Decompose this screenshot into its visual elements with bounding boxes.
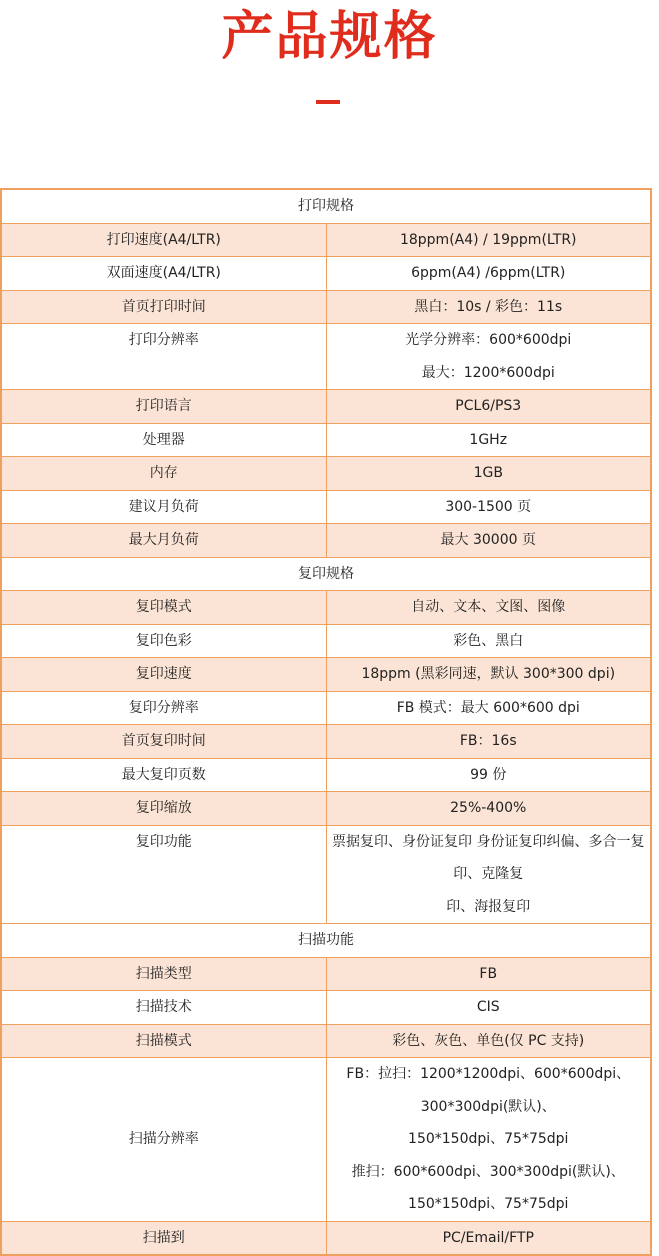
spec-label: 打印速度(A4/LTR) [1, 223, 326, 257]
spec-value-line: FB：16s [459, 733, 517, 749]
spec-value [326, 390, 651, 424]
spec-value-line: 自动、文本、文图、图像 [411, 599, 566, 615]
spec-label: 打印分辨率 [1, 324, 326, 390]
table-row [1, 490, 651, 524]
table-row [1, 825, 651, 924]
spec-value-line: 彩色、灰色、单色(仅 PC 支持) [392, 1032, 585, 1049]
table-row [1, 1221, 651, 1255]
spec-value [326, 1024, 651, 1058]
title-underline [316, 100, 340, 104]
spec-value [326, 1221, 651, 1255]
spec-value-line: 光学分辨率：600*600dpi [405, 332, 572, 348]
spec-label: 打印语言 [1, 390, 326, 424]
spec-label: 最大复印页数 [1, 758, 326, 792]
spec-value-line: 150*150dpi、75*75dpi [408, 1131, 569, 1147]
section-title: 复印规格 [1, 557, 651, 591]
spec-value [326, 591, 651, 625]
spec-value-line: CIS [476, 999, 500, 1015]
section-header-scan [1, 924, 651, 958]
table-row [1, 725, 651, 759]
table-row [1, 1058, 651, 1222]
spec-label: 首页复印时间 [1, 725, 326, 759]
spec-label: 扫描类型 [1, 957, 326, 991]
spec-value-line: PC/Email/FTP [442, 1229, 534, 1246]
spec-value [326, 524, 651, 558]
section-title: 扫描功能 [1, 924, 651, 958]
spec-value-line: 6ppm(A4) /6ppm(LTR) [411, 265, 566, 281]
table-row [1, 1024, 651, 1058]
spec-value [326, 257, 651, 291]
section-header-copy [1, 557, 651, 591]
spec-label: 最大月负荷 [1, 524, 326, 558]
spec-value-line: PCL6/PS3 [455, 398, 522, 414]
table-row [1, 591, 651, 625]
spec-value [326, 490, 651, 524]
spec-value-line: 最大 30000 页 [440, 532, 536, 548]
page-title: 产品规格 [221, 7, 438, 67]
spec-value [326, 223, 651, 257]
spec-value [326, 792, 651, 826]
spec-value [326, 1058, 651, 1222]
spec-label: 复印分辨率 [1, 691, 326, 725]
table-row [1, 390, 651, 424]
spec-label: 扫描技术 [1, 991, 326, 1025]
spec-value [326, 725, 651, 759]
spec-label: 建议月负荷 [1, 490, 326, 524]
spec-label: 双面速度(A4/LTR) [1, 257, 326, 291]
spec-value [326, 658, 651, 692]
spec-label: 复印色彩 [1, 624, 326, 658]
spec-value-line: FB：拉扫：1200*1200dpi、600*600dpi、300*300dpi(默认)、 [346, 1066, 631, 1115]
spec-label: 扫描到 [1, 1221, 326, 1255]
section-header-print [1, 189, 651, 223]
section-title: 打印规格 [1, 189, 651, 223]
table-row [1, 457, 651, 491]
table-row [1, 792, 651, 826]
spec-label: 复印速度 [1, 658, 326, 692]
spec-value [326, 758, 651, 792]
spec-value-line: FB 模式：最大 600*600 dpi [396, 699, 580, 716]
table-row [1, 324, 651, 390]
spec-value-line: 300-1500 页 [445, 498, 532, 515]
spec-table [0, 188, 652, 1256]
spec-value-line: 彩色、黑白 [453, 632, 524, 649]
spec-value [326, 457, 651, 491]
spec-label: 复印缩放 [1, 792, 326, 826]
table-row [1, 257, 651, 291]
spec-value [326, 290, 651, 324]
spec-value-line: 99 份 [470, 766, 507, 783]
table-row [1, 991, 651, 1025]
spec-label: 复印模式 [1, 591, 326, 625]
spec-value-line: FB [479, 965, 498, 982]
spec-value-line: 最大：1200*600dpi [421, 364, 555, 381]
spec-value-line: 票据复印、身份证复印 身份证复印纠偏、多合一复印、克隆复 [332, 833, 645, 882]
spec-value [326, 991, 651, 1025]
spec-value [326, 324, 651, 390]
spec-label: 扫描分辨率 [1, 1058, 326, 1222]
spec-value [326, 624, 651, 658]
spec-value-line: 18ppm (黑彩同速，默认 300*300 dpi) [361, 666, 616, 682]
spec-label: 处理器 [1, 423, 326, 457]
spec-label: 首页打印时间 [1, 290, 326, 324]
spec-value-line: 18ppm(A4) / 19ppm(LTR) [399, 231, 577, 248]
table-row [1, 423, 651, 457]
table-row [1, 223, 651, 257]
spec-label: 复印功能 [1, 825, 326, 924]
table-row [1, 290, 651, 324]
spec-value-line: 推扫：600*600dpi、300*300dpi(默认)、150*150dpi、75*75dpi [351, 1163, 625, 1212]
table-row [1, 658, 651, 692]
spec-value-line: 1GHz [469, 431, 508, 448]
table-row [1, 524, 651, 558]
spec-value-line: 黑白：10s / 彩色：11s [414, 298, 563, 315]
spec-label: 扫描模式 [1, 1024, 326, 1058]
table-row [1, 624, 651, 658]
table-row [1, 758, 651, 792]
table-row [1, 691, 651, 725]
spec-value [326, 423, 651, 457]
spec-table-body [1, 189, 651, 1255]
table-row [1, 957, 651, 991]
spec-value [326, 825, 651, 924]
spec-value-line: 25%-400% [450, 800, 527, 816]
spec-value [326, 691, 651, 725]
spec-value [326, 957, 651, 991]
spec-value-line: 1GB [473, 465, 503, 481]
spec-label: 内存 [1, 457, 326, 491]
spec-value-line: 印、海报复印 [446, 898, 531, 915]
